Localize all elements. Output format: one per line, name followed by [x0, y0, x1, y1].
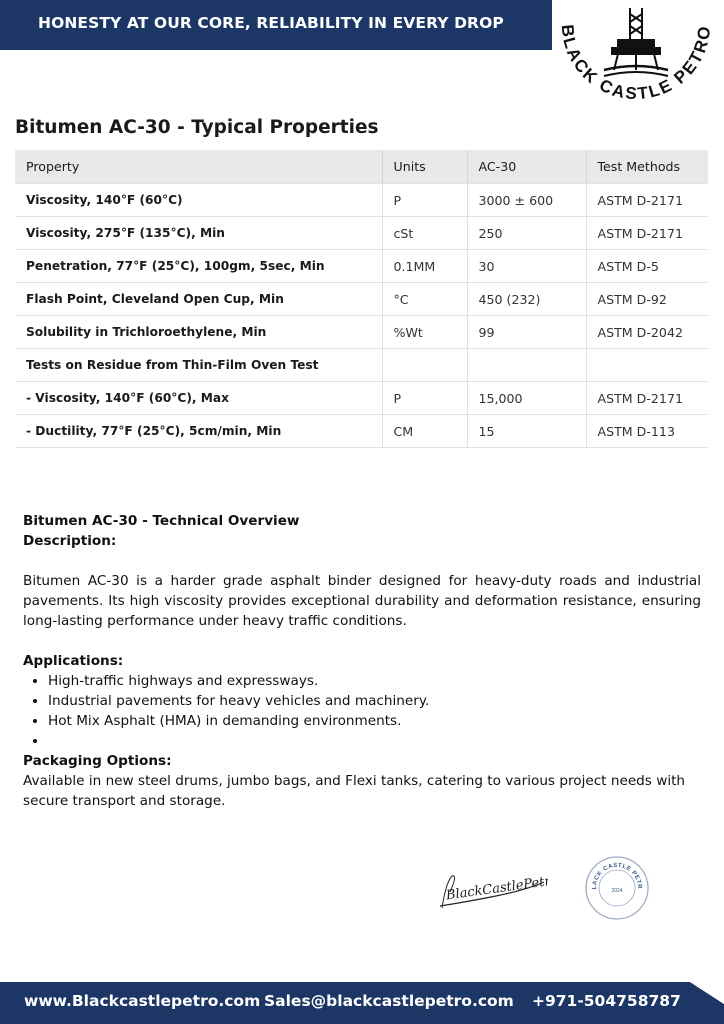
units-cell: P — [382, 382, 467, 415]
list-item: • Hot Mix Asphalt (HMA) in demanding environments. — [48, 711, 701, 731]
table-row — [15, 250, 708, 283]
table-row — [15, 184, 708, 217]
property-cell: - Viscosity, 140°F (60°C), Max — [15, 382, 382, 415]
units-cell: 0.1MM — [382, 250, 467, 283]
table-row — [15, 283, 708, 316]
table-row — [15, 316, 708, 349]
units-cell: CM — [382, 415, 467, 448]
method-cell: ASTM D-2171 — [586, 217, 708, 250]
company-stamp — [584, 855, 650, 921]
column-header-property: Property — [15, 150, 382, 184]
list-item: • High-traffic highways and expressways. — [48, 671, 701, 691]
properties-title: Bitumen AC-30 - Typical Properties — [15, 117, 379, 138]
oil-rig-icon — [604, 8, 668, 76]
packaging-text: Available in new steel drums, jumbo bags, and Flexi tanks, catering to various project needs with secure transport and storage. — [23, 773, 686, 809]
value-cell: 99 — [467, 316, 586, 349]
method-cell: ASTM D-113 — [586, 415, 708, 448]
method-cell: ASTM D-2171 — [586, 382, 708, 415]
value-cell: 15 — [467, 415, 586, 448]
method-cell: ASTM D-92 — [586, 283, 708, 316]
stamp-text: LACK CASTLE PETR — [591, 862, 643, 890]
value-cell: 250 — [467, 217, 586, 250]
footer-phone[interactable]: +971-504758787 — [532, 992, 681, 1010]
stamp-year: 2024 — [611, 888, 623, 894]
signature — [436, 862, 548, 914]
header-banner — [0, 0, 552, 50]
property-cell: Viscosity, 275°F (135°C), Min — [15, 217, 382, 250]
table-header-row — [15, 150, 708, 184]
overview-heading: Bitumen AC-30 - Technical Overview — [23, 513, 300, 529]
footer-website-link[interactable]: www.Blackcastlepetro.com — [24, 992, 261, 1010]
units-cell: °C — [382, 283, 467, 316]
technical-overview — [23, 511, 701, 811]
list-item: • Industrial pavements for heavy vehicles and machinery. — [48, 691, 701, 711]
table-row — [15, 217, 708, 250]
table-row — [15, 382, 708, 415]
tagline: HONESTY AT OUR CORE, RELIABILITY IN EVERY DROP — [38, 14, 504, 32]
column-header-units: Units — [382, 150, 467, 184]
property-cell: Solubility in Trichloroethylene, Min — [15, 316, 382, 349]
property-cell: Tests on Residue from Thin-Film Oven Test — [15, 349, 382, 382]
signature-text: BlackCastlePetro — [445, 872, 548, 904]
svg-text:BLACK CASTLE PETRO — [584, 855, 642, 890]
column-header-test-methods: Test Methods — [586, 150, 708, 184]
property-cell: Flash Point, Cleveland Open Cup, Min — [15, 283, 382, 316]
logo-text: BLACK CASTLE PETRO — [557, 23, 715, 104]
method-cell: ASTM D-5 — [586, 250, 708, 283]
column-header-grade: AC-30 — [467, 150, 586, 184]
value-cell: 15,000 — [467, 382, 586, 415]
property-cell: Penetration, 77°F (25°C), 100gm, 5sec, Min — [15, 250, 382, 283]
list-item — [48, 731, 701, 751]
footer-bar — [0, 982, 724, 1024]
method-cell: ASTM D-2171 — [586, 184, 708, 217]
property-cell: Viscosity, 140°F (60°C) — [15, 184, 382, 217]
applications-label: Applications: — [23, 653, 124, 669]
footer-email-link[interactable]: Sales@blackcastlepetro.com — [264, 992, 514, 1010]
method-cell: ASTM D-2042 — [586, 316, 708, 349]
description-label: Description: — [23, 533, 117, 549]
packaging-label: Packaging Options: — [23, 753, 172, 769]
units-cell — [382, 349, 467, 382]
units-cell: %Wt — [382, 316, 467, 349]
value-cell: 30 — [467, 250, 586, 283]
properties-table — [15, 150, 708, 448]
units-cell: P — [382, 184, 467, 217]
applications-list — [23, 671, 701, 751]
table-row — [15, 415, 708, 448]
value-cell: 3000 ± 600 — [467, 184, 586, 217]
value-cell — [467, 349, 586, 382]
method-cell — [586, 349, 708, 382]
description-text: Bitumen AC-30 is a harder grade asphalt binder designed for heavy-duty roads and industrial pavements. Its high viscosity provides exceptional durability and deformation resistance, ensuring long-lasting performance under heavy traffic conditions. — [23, 573, 701, 629]
table-row — [15, 349, 708, 382]
property-cell: - Ductility, 77°F (25°C), 5cm/min, Min — [15, 415, 382, 448]
value-cell: 450 (232) — [467, 283, 586, 316]
units-cell: cSt — [382, 217, 467, 250]
company-logo — [552, 0, 724, 105]
